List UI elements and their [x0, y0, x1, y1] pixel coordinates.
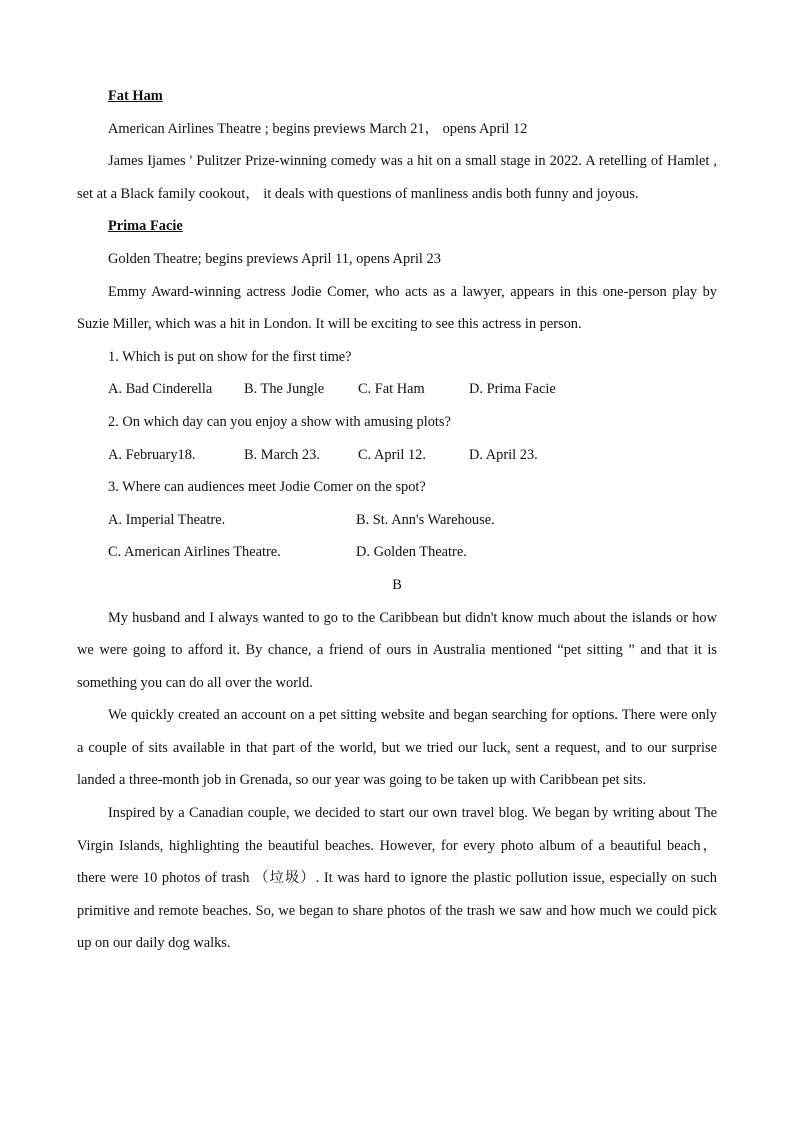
- question-3-options-row-2: [77, 536, 717, 569]
- question-1-options: [77, 373, 717, 406]
- question-2-option-d: D. April 23.: [469, 446, 538, 463]
- question-3-option-b: B. St. Ann's Warehouse.: [356, 511, 495, 528]
- question-3-options-row-1: [77, 504, 717, 537]
- document-content: [77, 80, 717, 960]
- question-1-option-a: A. Bad Cinderella: [108, 381, 213, 398]
- question-2-options: [77, 439, 717, 472]
- show-title-fat-ham: Fat Ham: [108, 88, 163, 104]
- question-1-option-b: B. The Jungle: [244, 381, 325, 398]
- question-2-stem: 2. On which day can you enjoy a show with amusing plots?: [108, 413, 451, 430]
- show-title-prima-facie: Prima Facie: [108, 218, 183, 235]
- question-3-option-a: A. Imperial Theatre.: [108, 511, 226, 528]
- question-3-option-c: C. American Airlines Theatre.: [108, 544, 281, 561]
- section-label-b: B: [392, 576, 402, 593]
- show-venue-prima-facie: Golden Theatre; begins previews April 11, opens April 23: [108, 250, 441, 267]
- passage-paragraph-1: My husband and I always wanted to go to the Caribbean but didn't know much about the islands or how we were going to afford it. By chance, a friend of ours in Australia mentioned “pet sitting ” and that it is something you can do all over the world.: [77, 609, 717, 691]
- question-1-option-d: D. Prima Facie: [469, 381, 556, 398]
- show-description-fat-ham: James Ijames ' Pulitzer Prize-winning comedy was a hit on a small stage in 2022. A retelling of Hamlet , set at a Black family cookout， it deals with questions of manliness andis both funny and joyous.: [77, 153, 717, 202]
- question-2-option-b: B. March 23.: [244, 446, 320, 463]
- show-venue-fat-ham: American Airlines Theatre ; begins previews March 21， opens April 12: [108, 120, 528, 137]
- passage-paragraph-2: We quickly created an account on a pet sitting website and began searching for options. There were only a couple of sits available in that part of the world, but we tried our luck, sent a request, and to our surprise landed a three-month job in Grenada, so our year was going to be taken up with Caribbean pet sits.: [77, 707, 717, 789]
- question-3-stem: 3. Where can audiences meet Jodie Comer on the spot?: [108, 479, 426, 496]
- show-description-prima-facie: Emmy Award-winning actress Jodie Comer, who acts as a lawyer, appears in this one-person play by Suzie Miller, which was a hit in London. It will be exciting to see this actress in person.: [77, 283, 717, 333]
- passage-paragraph-3: Inspired by a Canadian couple, we decided to start our own travel blog. We began by writing about The Virgin Islands, highlighting the beautiful beaches. However, for every photo album of a beautiful beach， there were 10 photos of trash （垃圾）. It was hard to ignore the plastic pollution issue, especially on such primitive and remote beaches. So, we began to share photos of the trash we saw and how much we could pick up on our daily dog walks.: [77, 805, 717, 952]
- question-1-option-c: C. Fat Ham: [358, 381, 425, 398]
- question-1-stem: 1. Which is put on show for the first time?: [108, 348, 352, 365]
- question-2-option-c: C. April 12.: [358, 446, 426, 463]
- question-2-option-a: A. February18.: [108, 446, 196, 463]
- question-3-option-d: D. Golden Theatre.: [356, 544, 467, 561]
